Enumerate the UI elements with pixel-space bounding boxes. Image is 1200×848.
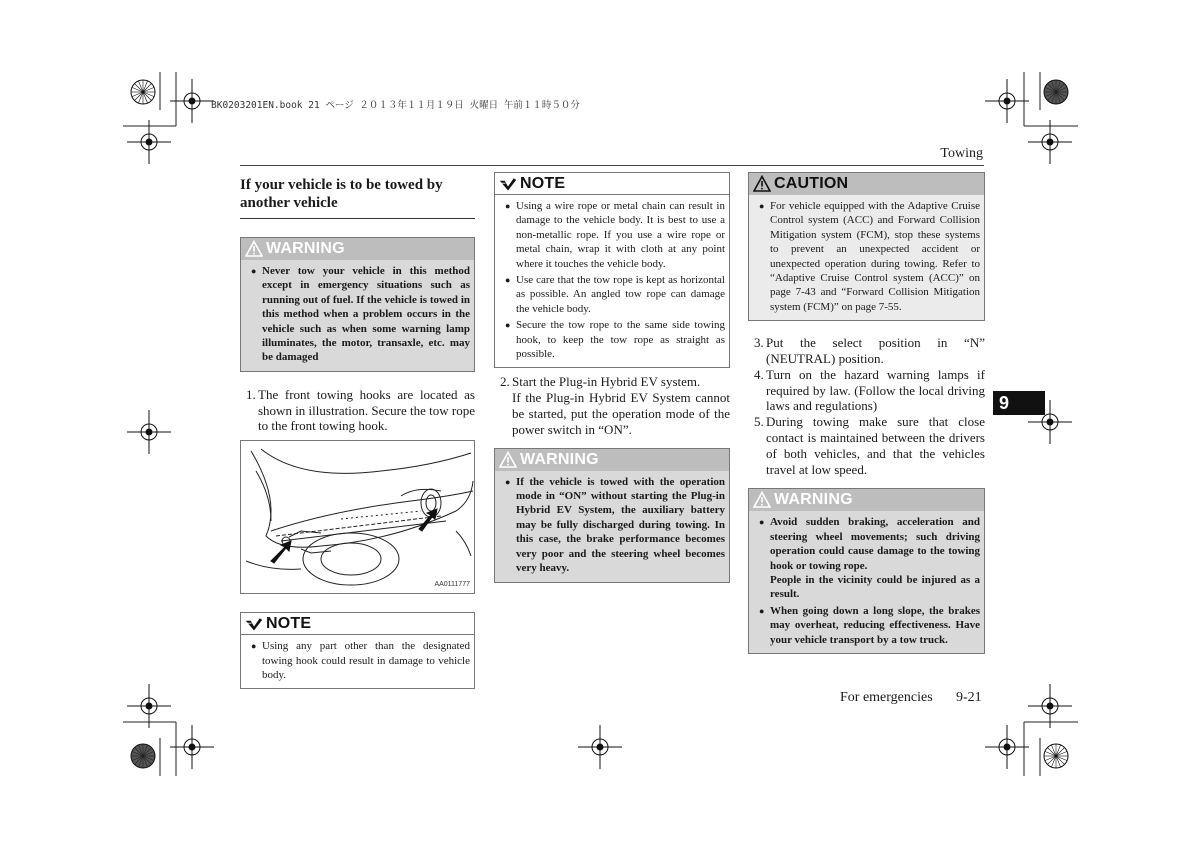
step-2 [494, 374, 730, 437]
registration-crosshair [1028, 684, 1072, 728]
note-title: NOTE [266, 614, 312, 632]
warning-item: ● When going down a long slope, the brakes may overheat, reducing effectiveness. Have your vehicle transport by a tow truck. [753, 604, 980, 647]
section-title: If your vehicle is to be towed by another vehicle [240, 172, 475, 219]
illustration-code: AA0111777 [434, 581, 470, 589]
note-header [241, 613, 474, 635]
note-box-2 [494, 172, 730, 368]
warning-item-continued: People in the vicinity could be injured as a result. [770, 574, 980, 601]
step-number: 1. [246, 386, 256, 402]
step-text: The front towing hooks are located as shown in illustration. Secure the tow rope to the front towing hook. [258, 386, 475, 434]
step-text: Start the Plug-in Hybrid EV system. [512, 374, 701, 390]
warning-item-text: Avoid sudden braking, acceleration and steering wheel movements; such driving operation could cause damage to the towing hook or towing rope. [770, 516, 980, 572]
step-number: 4. [754, 366, 764, 382]
caution-header [749, 173, 984, 195]
note-box-1 [240, 612, 475, 689]
warning-triangle-icon [499, 451, 517, 469]
registration-crosshair [170, 725, 214, 769]
warning-triangle-icon [245, 240, 263, 258]
step-text: Put the select position in “N” (NEUTRAL) position. [766, 335, 985, 367]
warning-header [241, 238, 474, 260]
note-title: NOTE [520, 174, 566, 192]
warning-item: ● If the vehicle is towed with the operation mode in “ON” without starting the Plug-in Hybrid EV System, the auxiliary battery may be fully discharged during towing. In this case, the brake performance becomes very poor and the steering wheel becomes very heavy. [499, 475, 725, 576]
warning-title: WARNING [520, 450, 599, 468]
warning-header [749, 489, 984, 511]
registration-crosshair [578, 725, 622, 769]
step-number: 5. [754, 414, 764, 430]
warning-box-1 [240, 237, 475, 372]
column-left [240, 172, 475, 689]
warning-triangle-icon [753, 491, 771, 509]
warning-body [495, 471, 729, 582]
step-text-continued: If the Plug-in Hybrid EV System cannot be started, put the operation mode of the power switch in “ON”. [512, 390, 730, 437]
note-item: ● Using any part other than the designated towing hook could result in damage to vehicle body. [245, 639, 470, 682]
registration-rosette [131, 744, 155, 768]
warning-item: ● Never tow your vehicle in this method except in emergency situations such as running out of fuel. If the vehicle is towed in this method when a problem occurs in the vehicle such as when some warning lamp illuminates, the motor, transaxle, etc. may be damaged [245, 264, 470, 365]
footer-page-number: 9-21 [956, 690, 982, 705]
registration-crosshair [170, 79, 214, 123]
note-body [241, 635, 474, 688]
note-item: ● Using a wire rope or metal chain can result in damage to the vehicle body. It is best to use a non-metallic rope. If you use a wire rope or metal chain, wrap it with cloth at any point where it touches the vehicle body. [499, 199, 725, 271]
note-body [495, 195, 729, 367]
caution-box [748, 172, 985, 321]
step-4 [748, 367, 985, 414]
towing-hook-illustration [240, 440, 475, 594]
note-header [495, 173, 729, 195]
registration-rosette [1044, 80, 1068, 104]
registration-crosshair [127, 684, 171, 728]
warning-body [749, 511, 984, 653]
note-item: ● Secure the tow rope to the same side towing hook, to keep the tow rope as straight as possible. [499, 318, 725, 361]
caution-triangle-icon [753, 175, 771, 193]
note-check-icon [499, 175, 517, 193]
registration-crosshair [985, 79, 1029, 123]
warning-title: WARNING [774, 491, 853, 509]
chapter-tab: 9 [993, 391, 1045, 415]
registration-crosshair [985, 725, 1029, 769]
note-check-icon [245, 615, 263, 633]
warning-body [241, 260, 474, 371]
warning-item [753, 515, 980, 601]
step-text: Turn on the hazard warning lamps if required by law. (Follow the local driving laws and regulations) [766, 366, 985, 414]
caution-title: CAUTION [774, 175, 849, 192]
steps-list [748, 335, 985, 477]
registration-crosshair [127, 120, 171, 164]
registration-rosette [1044, 744, 1068, 768]
warning-title: WARNING [266, 240, 345, 257]
step-1 [240, 387, 475, 434]
warning-box-3 [748, 488, 985, 654]
running-head: Towing [940, 146, 983, 161]
step-number: 3. [754, 335, 764, 351]
print-info-line: BK0203201EN.book 21 ページ ２０１３年１１月１９日 火曜日 午前１１時５０分 [211, 100, 580, 111]
step-text: During towing make sure that close contact is maintained between the drivers of both vehicles, and that the vehicles travel at low speed. [766, 414, 985, 477]
column-middle [494, 172, 730, 583]
registration-crosshair [1028, 120, 1072, 164]
column-right [748, 172, 985, 654]
caution-item: ● For vehicle equipped with the Adaptive Cruise Control system (ACC) and Forward Collision Mitigation system (FCM), stop these systems to prevent an unexpected accident or unexpected operation during towing. Refer to “Adaptive Cruise Control system (ACC)” on page 7-43 and “Forward Collision Mitigation system (FCM)” on page 7-55. [753, 199, 980, 314]
step-3 [748, 335, 985, 367]
step-number: 2. [500, 374, 510, 390]
step-5 [748, 414, 985, 477]
warning-box-2 [494, 448, 730, 583]
vehicle-underside-drawing [241, 441, 475, 594]
footer-section: For emergencies [840, 690, 933, 705]
note-item: ● Use care that the tow rope is kept as horizontal as possible. An angled tow rope can damage the vehicle body. [499, 273, 725, 316]
registration-crosshair [127, 410, 171, 454]
warning-header [495, 449, 729, 471]
registration-rosette [131, 80, 155, 104]
caution-body [749, 195, 984, 320]
header-rule [240, 165, 984, 166]
